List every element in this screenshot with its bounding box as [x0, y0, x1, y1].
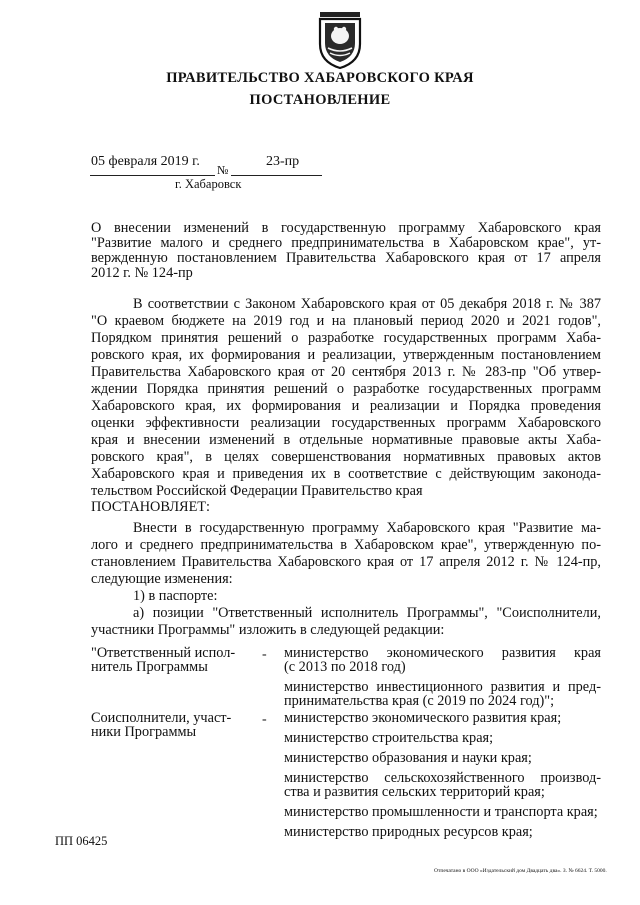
table-row-1-item: (с 2013 по 2018 год) [284, 659, 406, 675]
body-line: следующие изменения: [91, 571, 233, 587]
date-underline [90, 175, 215, 176]
body-line: В соответствии с Законом Хабаровского края от 05 декабря 2018 г. № 387 [133, 296, 601, 312]
body-line: ждении Порядка принятия решений о разработке государственных программ [91, 381, 601, 397]
body-line: ровского края", в целях совершенствования нормативных правовых актов [91, 449, 601, 465]
printer-imprint: Отпечатано в ООО «Издательский дом Двадцать два». З. № 6624. Т. 5000. [434, 868, 607, 874]
body-line: края и внесении изменений в отдельные нормативные правовые акты Хаба- [91, 432, 601, 448]
table-row-1-label: нитель Программы [91, 659, 208, 675]
body-line: становлением Правительства Хабаровского края от 17 апреля 2012 г. № 124-пр, [91, 554, 601, 570]
title-line: "Развитие малого и среднего предпринимательства в Хабаровском крае", ут- [91, 235, 601, 251]
body-line: участники Программы" изложить в следующей редакции: [91, 622, 445, 638]
table-row-2-label: Соисполнители, участ- [91, 710, 232, 726]
body-line: оценки эффективности реализации государственных программ Хабаровского [91, 415, 601, 431]
body-line: 1) в паспорте: [133, 588, 218, 604]
body-line: а) позиции "Ответственный исполнитель Программы", "Соисполнители, [133, 605, 601, 621]
body-line: Правительства Хабаровского края от 20 сентября 2013 г. № 283-пр "Об утвер- [91, 364, 601, 380]
table-row-2-item: министерство промышленности и транспорта края; [284, 804, 598, 820]
table-row-1-dash: - [262, 647, 267, 662]
table-row-2-item: министерство природных ресурсов края; [284, 824, 533, 840]
body-line: Хабаровского края, их формирования и реализации и Порядка проведения [91, 398, 601, 414]
number-underline [231, 175, 322, 176]
table-row-1-item: принимательства края (с 2019 по 2024 год)"; [284, 693, 555, 709]
organization-title: ПРАВИТЕЛЬСТВО ХАБАРОВСКОГО КРАЯ [166, 70, 474, 86]
document-date: 05 февраля 2019 г. [91, 154, 200, 169]
title-line: вержденную постановлением Правительства Хабаровского края от 17 апреля [91, 250, 601, 266]
document-number: 23-пр [266, 154, 300, 169]
title-line: 2012 г. № 124-пр [91, 265, 193, 281]
body-line: ПОСТАНОВЛЯЕТ: [91, 499, 211, 515]
table-row-2-item: министерство экономического развития края; [284, 710, 562, 726]
body-line: Внести в государственную программу Хабаровского края "Развитие ма- [133, 520, 601, 536]
coat-of-arms-emblem [316, 10, 364, 70]
document-city: г. Хабаровск [175, 177, 242, 191]
body-line: лого и среднего предпринимательства в Хабаровском крае", утвержденную по- [91, 537, 601, 553]
table-row-2-item: министерство сельскохозяйственного производ- [284, 770, 601, 786]
title-line: О внесении изменений в государственную программу Хабаровского края [91, 220, 601, 236]
body-line: тельством Российской Федерации Правительство края [91, 483, 423, 499]
number-sign: № [217, 163, 229, 177]
body-line: Хабаровского края и приведения их в соответствие с действующим законода- [91, 466, 601, 482]
table-row-1-item: министерство инвестиционного развития и пред- [284, 679, 601, 695]
table-row-2-item: министерство строительства края; [284, 730, 494, 746]
table-row-2-dash: - [262, 712, 267, 727]
document-type: ПОСТАНОВЛЕНИЕ [249, 92, 391, 108]
table-row-1-item: министерство экономического развития края [284, 645, 601, 661]
table-row-2-label: ники Программы [91, 724, 197, 740]
table-row-2-item: министерство образования и науки края; [284, 750, 532, 766]
table-row-1-label: "Ответственный испол- [91, 645, 236, 661]
body-line: "О краевом бюджете на 2019 год и на плановый период 2020 и 2021 годов", [91, 313, 601, 329]
table-row-2-item: ства и развития сельских территорий края; [284, 784, 545, 800]
body-line: ровского края, их формирования и реализации, утвержденным постановлением [91, 347, 601, 363]
body-line: Порядком принятия решений о разработке государственных программ Хаба- [91, 330, 601, 346]
document-code: ПП 06425 [55, 834, 108, 848]
